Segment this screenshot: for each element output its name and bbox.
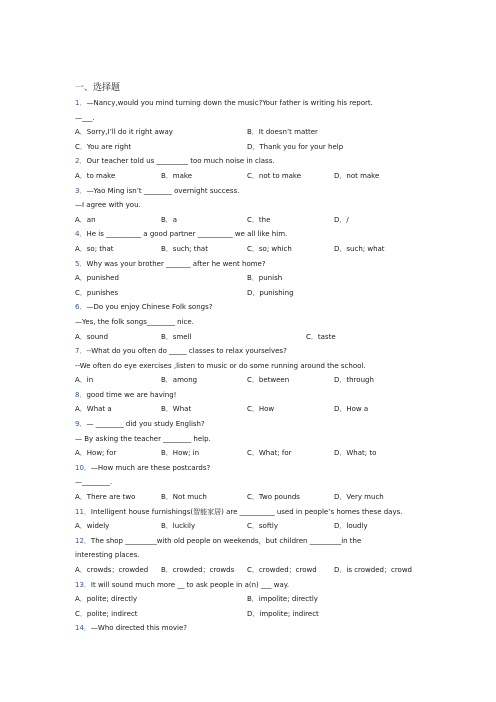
question-7 (75, 344, 475, 359)
question-text: The shop _________with old people on weekends，but children _________in the (90, 536, 362, 545)
option-b[interactable]: B．How; in (161, 449, 200, 458)
option-c[interactable]: C．What; for (247, 449, 292, 458)
option-d[interactable]: D．How a (334, 405, 369, 414)
option-c[interactable]: C．You are right (75, 142, 132, 151)
option-d[interactable]: D．punishing (247, 288, 294, 297)
options-row (75, 563, 475, 578)
question-13 (75, 578, 475, 593)
option-a[interactable]: A．Sorry,I’ll do it right away (75, 128, 173, 137)
question-number: 11． (75, 507, 91, 516)
option-a[interactable]: A．There are two (75, 493, 136, 502)
option-a[interactable]: A．What a (75, 405, 112, 414)
option-c[interactable]: C．between (247, 376, 290, 385)
options-row (75, 271, 475, 286)
option-a[interactable]: A．in (75, 376, 94, 385)
option-a[interactable]: A．widely (75, 522, 110, 531)
option-a[interactable]: A．to make (75, 171, 116, 180)
option-a[interactable]: A．so; that (75, 244, 114, 253)
options-row (75, 446, 475, 461)
question-number: 3． (75, 186, 87, 195)
question-10-line2: —________. (75, 478, 113, 487)
question-number: 9． (75, 420, 87, 429)
option-b[interactable]: B．It doesn’t matter (247, 128, 318, 137)
option-d[interactable]: D．Very much (334, 493, 384, 502)
options-row (75, 125, 475, 140)
question-text: He is __________ a good partner __________ we all like him. (86, 230, 288, 239)
question-number: 8． (75, 390, 87, 399)
options-row (75, 213, 475, 228)
option-d[interactable]: D．is crowded；crowd (334, 566, 413, 574)
options-row (75, 373, 475, 388)
option-c[interactable]: C．crowded；crowd (247, 566, 317, 574)
options-row (75, 169, 475, 184)
question-number: 14． (75, 624, 91, 633)
question-text: —Nancy,would you mind turning down the music?Your father is writing his report. (86, 99, 373, 107)
question-1-line2: —___. (75, 113, 95, 122)
question-number: 5． (75, 259, 87, 268)
question-12-line2: interesting places. (75, 551, 140, 560)
question-text: — ________ did you study English? (86, 420, 205, 429)
option-a[interactable]: A．polite; directly (75, 595, 138, 604)
option-c[interactable]: C．the (247, 215, 271, 224)
option-c[interactable]: C．not to make (247, 171, 302, 180)
option-c[interactable]: C．punishes (75, 288, 119, 297)
option-b[interactable]: B．What (161, 405, 192, 414)
option-a[interactable]: A．an (75, 215, 96, 224)
options-row (75, 286, 475, 301)
question-14 (75, 621, 475, 636)
question-number: 1． (75, 99, 87, 107)
option-d[interactable]: D．loudly (334, 522, 368, 531)
option-b[interactable]: B．such; that (161, 244, 208, 253)
section-title: 一、选择题 (75, 83, 121, 93)
question-text: —How much are these postcards? (90, 463, 211, 472)
options-row (75, 490, 475, 505)
option-b[interactable]: B．make (161, 171, 193, 180)
option-a[interactable]: A．punished (75, 274, 119, 283)
option-d[interactable]: D．not make (334, 171, 380, 180)
question-3 (75, 184, 475, 199)
options-row (75, 242, 475, 257)
question-text: --What do you often do _____ classes to relax yourselves? (86, 347, 287, 356)
question-10 (75, 461, 475, 476)
question-9 (75, 417, 475, 432)
options-row (75, 330, 475, 345)
question-5 (75, 257, 475, 272)
question-7-line2: --We often do eye exercises ,listen to music or do some running around the school. (75, 361, 366, 370)
question-number: 12． (75, 536, 91, 545)
option-b[interactable]: B．among (161, 376, 198, 385)
options-row (75, 140, 475, 155)
question-text: Why was your brother _______ after he went home? (86, 259, 266, 268)
question-number: 7． (75, 347, 87, 356)
question-4 (75, 227, 475, 242)
question-text: —Yao Ming isn’t ________ overnight success. (86, 186, 240, 195)
question-text: It will sound much more __ to ask people in a(n) ___ way. (90, 580, 290, 589)
option-d[interactable]: D．impolite; indirect (247, 609, 319, 618)
question-text: Intelligent house furnishings(智能家居) are __________ used in people’s homes these days. (90, 507, 403, 516)
question-6-line2: —Yes, the folk songs________ nice. (75, 317, 194, 326)
option-b[interactable]: B．luckily (161, 522, 196, 531)
question-text: —Do you enjoy Chinese Folk songs? (86, 303, 213, 312)
question-6 (75, 300, 475, 315)
question-number: 10． (75, 463, 91, 472)
option-b[interactable]: B．punish (247, 274, 283, 283)
option-b[interactable]: B．impolite; directly (247, 595, 318, 604)
options-row (75, 592, 475, 607)
option-b[interactable]: B．Not much (161, 493, 207, 502)
question-2 (75, 154, 475, 169)
option-c[interactable]: C．softly (247, 522, 278, 531)
question-9-line2: — By asking the teacher ________ help. (75, 434, 211, 443)
option-b[interactable]: B．smell (161, 332, 192, 341)
option-d[interactable]: D．such; what (334, 244, 385, 253)
question-number: 13． (75, 580, 91, 589)
question-number: 6． (75, 303, 87, 312)
option-b[interactable]: B．a (161, 215, 178, 224)
option-a[interactable]: A．How; for (75, 449, 117, 458)
question-11 (75, 505, 475, 520)
option-d[interactable]: D．Thank you for your help (247, 142, 344, 151)
option-a[interactable]: A．sound (75, 332, 109, 341)
option-c[interactable]: C．How (247, 405, 275, 414)
option-a[interactable]: A．crowds；crowded (75, 566, 149, 574)
options-row (75, 402, 475, 417)
option-c[interactable]: C．polite; indirect (75, 609, 138, 618)
option-c[interactable]: C．Two pounds (247, 493, 300, 502)
option-b[interactable]: B．crowded；crowds (161, 566, 235, 574)
options-row (75, 607, 475, 622)
question-number: 2． (75, 157, 87, 166)
option-c[interactable]: C．so; which (247, 244, 292, 253)
question-1 (75, 96, 475, 111)
question-text: Our teacher told us _________ too much noise in class. (86, 157, 275, 166)
option-d[interactable]: D．/ (334, 215, 349, 224)
options-row (75, 519, 475, 534)
option-c[interactable]: C．taste (306, 332, 336, 341)
question-text: good time we are having! (86, 390, 177, 399)
question-3-line2: —I agree with you. (75, 201, 141, 210)
question-list (75, 82, 475, 636)
option-d[interactable]: D．What; to (334, 449, 377, 458)
question-number: 4． (75, 230, 87, 239)
question-text: —Who directed this movie? (90, 624, 187, 633)
option-d[interactable]: D．through (334, 376, 374, 385)
question-12 (75, 534, 475, 549)
question-8 (75, 388, 475, 403)
